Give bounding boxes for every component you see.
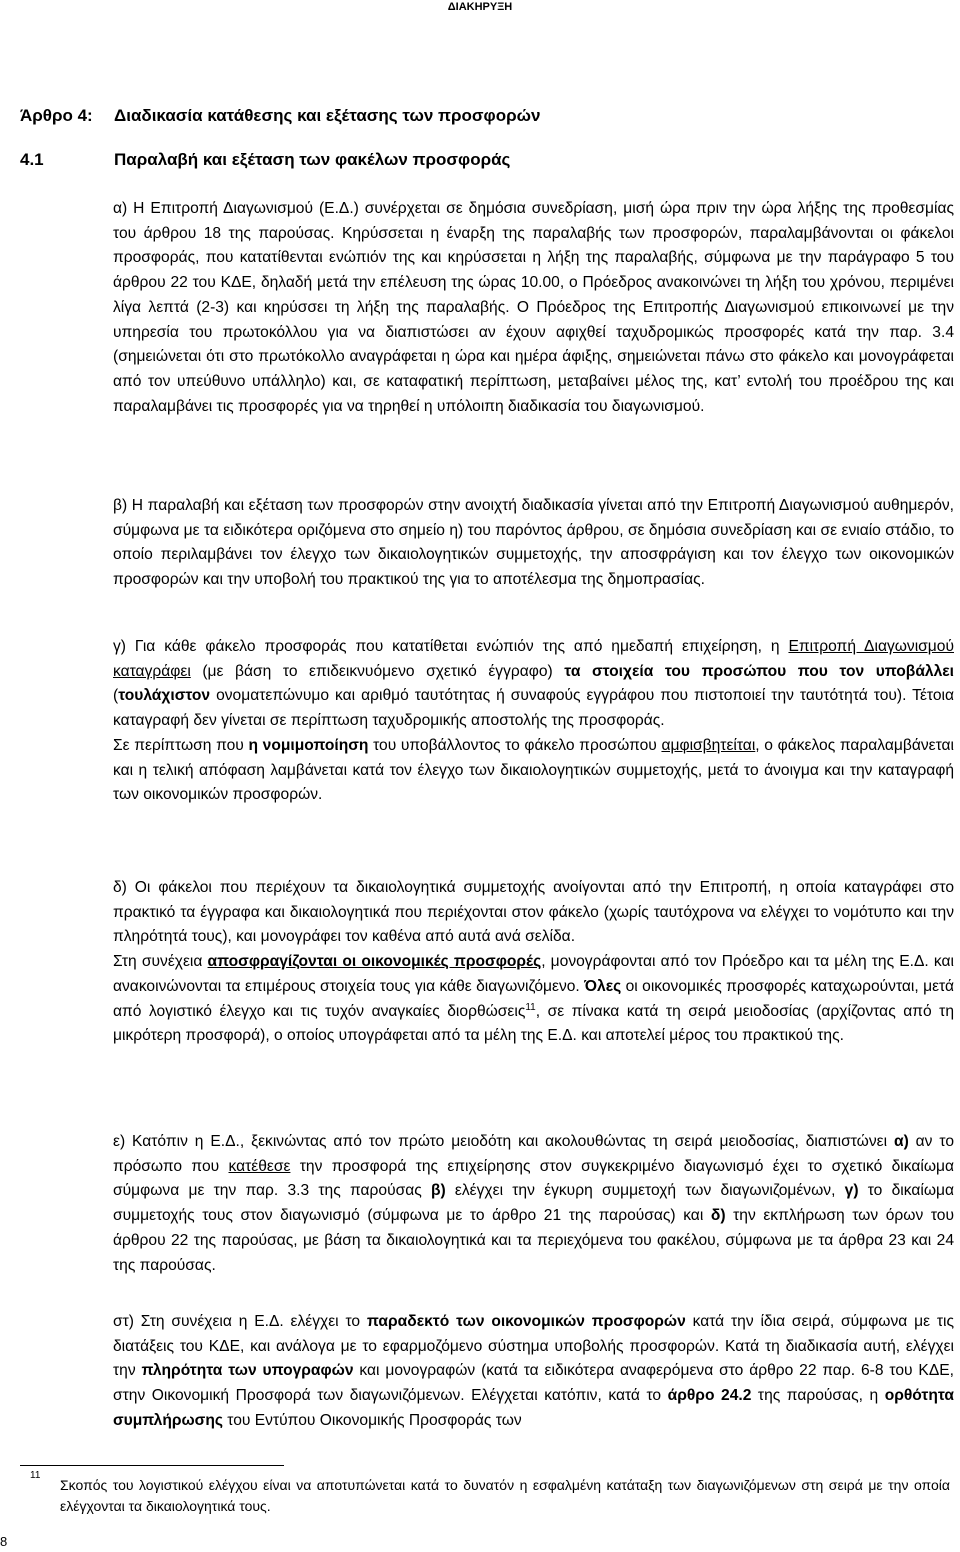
bold-text: τα στοιχεία του προσώπου που τον υποβάλλει: [564, 662, 954, 680]
text-run: δ) Οι φάκελοι που περιέχουν τα δικαιολογητικά συμμετοχής ανοίγονται από την Επιτροπή, η οποία καταγράφει στο πρακτικό τα έγγραφα και δικαιολογητικά που περιέχονται στον φάκελο (χωρίς ταυτόχρονα να ελέγχει το νομότυπο και την πληρότητά τους), και μονογράφει τον καθένα από αυτά ανά σελίδα.: [113, 879, 954, 946]
bold-text: άρθρο 24.2: [667, 1387, 752, 1405]
text-run: στ) Στη συνέχεια η Ε.Δ. ελέγχει το: [113, 1313, 367, 1330]
text-run: αν το πρόσωπο που: [113, 1133, 954, 1175]
bold-text: δ): [710, 1207, 726, 1225]
bold-text: η νομιμοποίηση: [248, 736, 369, 754]
text-run: της παρούσας, η: [751, 1387, 885, 1405]
text-run: ε) Κατόπιν η Ε.Δ., ξεκινώντας από τον πρώτο μειοδότη και ακολουθώντας τη σειρά μειοδοσίας, διαπιστώνει: [113, 1133, 894, 1150]
text-run: γ) Για κάθε φάκελο προσφοράς που κατατίθεται ενώπιόν της από ημεδαπή επιχείρηση, η: [113, 638, 789, 655]
text-run: και μονογραφών (κατά τα ειδικότερα αναφερόμενα στο άρθρο 22 παρ. 6-8 του ΚΔΕ, στην Οικονομική Προσφορά των διαγωνιζόμενων. Ελέγχεται κατόπιν, κατά το: [113, 1362, 954, 1405]
bold-text: β): [430, 1182, 446, 1200]
footnote-reference[interactable]: 11: [525, 1001, 536, 1013]
bold-text: παραδεκτό των οικονομικών προσφορών: [366, 1313, 686, 1330]
text-run: την προσφορά της επιχείρησης στον συγκεκριμένο διαγωνισμό έχει το σχετικό δικαίωμα σύμφωνα με την παρ. 3.3 της παρούσας: [113, 1157, 954, 1200]
article-number: Άρθρο 4:: [20, 106, 93, 125]
text-run: ελέγχει την έγκυρη συμμετοχή των διαγωνιζομένων,: [445, 1182, 845, 1200]
page-header: ΔΙΑΚΗΡΥΞΗ: [447, 1, 513, 13]
bold-underlined-text: αποσφραγίζονται οι οικονομικές προσφορές: [207, 953, 542, 971]
footnote-separator: [20, 1465, 284, 1466]
text-run: την εκπλήρωση των όρων του άρθρου 22 της παρούσας, με βάση τα δικαιολογητικά και τα περιεχόμενα του φακέλου, σύμφωνα με τα άρθρα 23 και 24 της παρούσας.: [113, 1207, 954, 1274]
article-heading: Διαδικασία κατάθεσης και εξέτασης των προσφορών: [114, 106, 541, 125]
text-run: (με βάση το επιδεικνυόμενο σχετικό έγγραφο): [190, 662, 565, 680]
paragraph-a: α) Η Επιτροπή Διαγωνισμού (Ε.Δ.) συνέρχεται σε δημόσια συνεδρίαση, μισή ώρα πριν την ώρα λήξης της προθεσμίας του άρθρου 18 της παρούσας. Κηρύσσεται η έναρξη της παραλαβής των προσφορών, παραλαμβάνονται οι φάκελοι προσφοράς, που κατατίθενται ενώπιόν της και κηρύσσεται η λήξη της παραλαβής, σύμφωνα με την παράγραφο 5 του άρθρου 22 του ΚΔΕ, δηλαδή μετά την επέλευση της ώρας 10.00, ο Πρόεδρος ανακοινώνει τη λήξη του χρόνου, περιμένει λίγα λεπτά (2-3) και κηρύσσει τη λήξη της παραλαβής. Ο Πρόεδρος της Επιτροπής Διαγωνισμού επικοινωνεί με την υπηρεσία του πρωτοκόλλου για να διαπιστώσει αν έχουν αφιχθεί ταχυδρομικώς προσφορές κατά την παρ. 3.4 (σημειώνεται ότι στο πρωτόκολλο αναγράφεται η ώρα και ημέρα άφιξης, σημειώνεται πάνω στο φάκελο και μονογράφεται από τον υπεύθυνο υπάλληλο) και, σε καταφατική περίπτωση, μεταβαίνει μέλος της, κατ’ εντολή του προέδρου της και παραλαμβάνει τις προσφορές για να τηρηθεί η υπόλοιπη διαδικασία του διαγωνισμού.: [113, 200, 954, 415]
text-run: του Εντύπου Οικονομικής Προσφοράς των: [222, 1411, 522, 1429]
text-run: , μονογράφονται από τον Πρόεδρο και τα μέλη της Ε.Δ. και ανακοινώνονται τα επιμέρους στοιχεία τους για κάθε διαγωνιζόμενο.: [113, 953, 954, 995]
underlined-text: κατέθεσε: [228, 1157, 291, 1175]
text-run: , ο φάκελος παραλαμβάνεται και η τελική απόφαση λαμβάνεται κατά τον έλεγχο των δικαιολογητικών συμμετοχής, μετά το άνοιγμα και την καταγραφή των οικονομικών προσφορών.: [113, 736, 955, 804]
underlined-text: Επιτροπή Διαγωνισμού καταγράφει: [113, 638, 954, 680]
paragraph-f: [113, 1310, 954, 1434]
paragraph-b: β) Η παραλαβή και εξέταση των προσφορών στην ανοιχτή διαδικασία γίνεται από την Επιτροπή Διαγωνισμού αυθημερόν, σύμφωνα με τα ειδικότερα οριζόμενα στο σημείο η) του παρόντος άρθρου, σε δημόσια συνεδρίαση και σε ενιαίο στάδιο, το οποίο περιλαμβάνει τον έλεγχο των δικαιολογητικών συμμετοχής, την αποσφράγιση και τον έλεγχο των οικονομικών προσφορών και την υποβολή του πρακτικού της για το αποτέλεσμα της δημοπρασίας.: [113, 497, 954, 589]
text-run: Σε περίπτωση που: [113, 736, 249, 754]
section-number: 4.1: [20, 150, 44, 169]
section-title: [20, 148, 940, 172]
bold-text: γ): [844, 1182, 859, 1200]
bold-text: τουλάχιστον: [118, 687, 211, 705]
paragraph-e: [113, 1130, 954, 1278]
bold-text: πληρότητα των υπογραφών: [141, 1362, 354, 1380]
footnote-text: Σκοπός του λογιστικού ελέγχου είναι να αποτυπώνεται κατά το δυνατόν η εσφαλμένη κατάταξη των διαγωνιζόμενων στη σειρά με την οποία ελέγχονται τα δικαιολογητικά τους.: [60, 1477, 950, 1514]
text-run: (: [113, 687, 119, 705]
text-run: Στη συνέχεια: [113, 953, 208, 971]
section-heading: Παραλαβή και εξέταση των φακέλων προσφοράς: [114, 150, 511, 169]
bold-text: ορθότητα συμπλήρωσης: [113, 1387, 954, 1429]
text-run: το δικαίωμα συμμετοχής τους στον διαγωνισμό (σύμφωνα με το άρθρο 21 της παρούσας) και: [113, 1182, 954, 1225]
paragraph-d: [113, 876, 954, 1049]
text-run: ονοματεπώνυμο και αριθμό ταυτότητας ή συναφούς εγγράφου που πιστοποιεί την ταυτότητά του). Τέτοια καταγραφή δεν γίνεται σε περίπτωση ταχυδρομικής αποστολής της προσφοράς.: [113, 687, 954, 730]
underlined-text: αμφισβητείται: [661, 736, 756, 754]
text-run: κατά την ίδια σειρά, σύμφωνα με τις διατάξεις του ΚΔΕ, και ανάλογα με το εφαρμοζόμενο σύστημα υποβολής προσφορών. Κατά τη διαδικασία αυτή, ελέγχει την: [113, 1313, 954, 1380]
bold-text: α): [893, 1133, 909, 1150]
footnote-mark: 11: [30, 1470, 41, 1481]
page-number: 8: [0, 1534, 8, 1549]
text-run: του υποβάλλοντος το φάκελο προσώπου: [368, 736, 662, 754]
paragraph-c: [113, 635, 954, 808]
bold-text: Όλες: [584, 977, 622, 995]
article-title: [20, 104, 940, 128]
text-run: , σε πίνακα κατά τη σειρά μειοδοσίας (αρχίζοντας από τη μικρότερη προσφορά), ο οποίος υπογράφεται από τα μέλη της Ε.Δ. και αποτελεί μέρος του πρακτικού της.: [113, 1002, 955, 1045]
text-run: οι οικονομικές προσφορές καταχωρούνται, μετά από λογιστικό έλεγχο και τις τυχόν αναγκαίες διορθώσεις: [113, 977, 954, 1020]
